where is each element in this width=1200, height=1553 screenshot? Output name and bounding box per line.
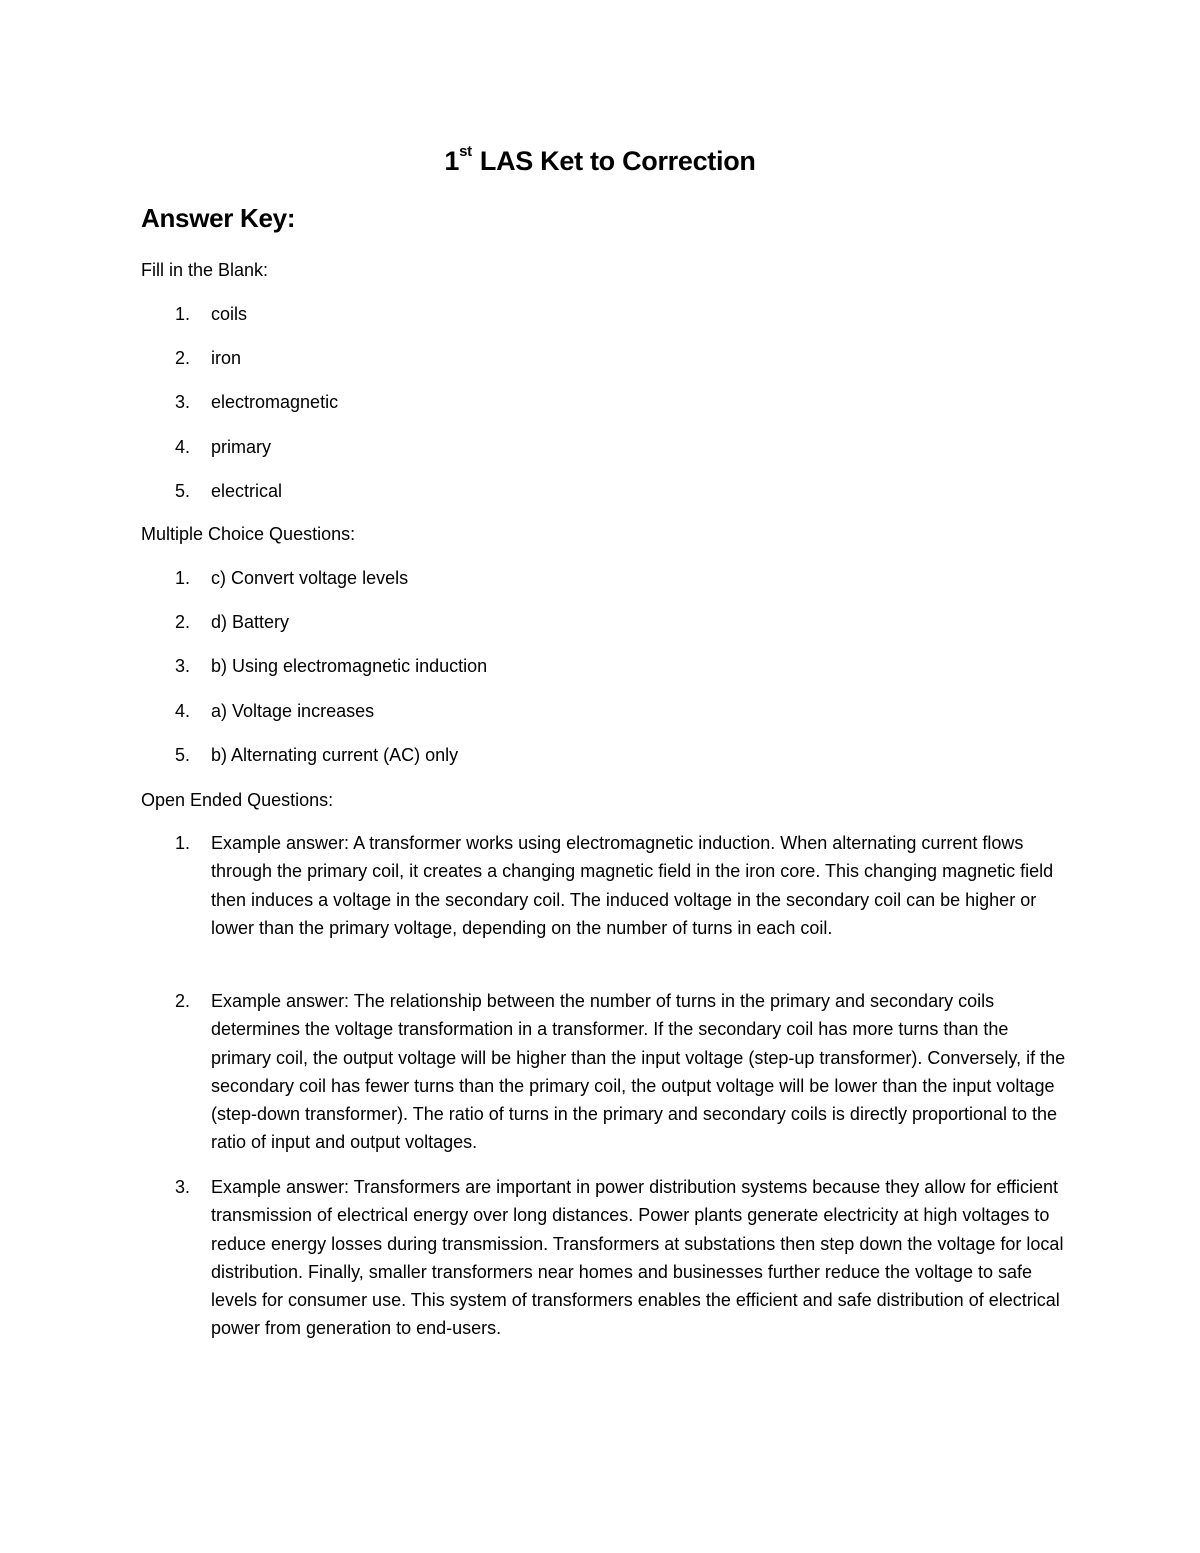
list-item — [0, 477, 1200, 521]
item-text: Example answer: The relationship between the number of turns in the primary and secondary coils determines the voltage transformation in a transformer. If the secondary coil has more turns than the primary coil, the output voltage will be higher than the input voltage (step-up transformer). Conversely, if the secondary coil has fewer turns than the primary coil, the output voltage will be lower than the input voltage (step-down transformer). The ratio of turns in the primary and secondary coils is directly proportional to the ratio of input and output voltages. — [211, 991, 1066, 1153]
open-ended-label: Open Ended Questions: — [141, 790, 334, 810]
list-item — [0, 829, 1200, 987]
list-item — [0, 652, 1200, 696]
item-number: 1. — [175, 568, 191, 588]
title-number: 1 — [444, 146, 460, 176]
item-text: b) Using electromagnetic induction — [211, 656, 488, 677]
item-text: a) Voltage increases — [211, 700, 375, 721]
list-item — [0, 564, 1200, 608]
item-text: b) Alternating current (AC) only — [211, 744, 459, 765]
item-number: 4. — [175, 436, 191, 457]
list-item — [0, 344, 1200, 388]
item-number: 5. — [175, 480, 191, 501]
item-number: 4. — [175, 700, 191, 721]
multiple-choice-list — [0, 564, 1200, 785]
item-text: electrical — [211, 480, 283, 501]
item-number: 3. — [175, 1177, 191, 1197]
item-text: coils — [211, 304, 248, 324]
item-text: primary — [211, 436, 272, 457]
list-item — [0, 388, 1200, 432]
item-text: c) Convert voltage levels — [211, 568, 409, 588]
multiple-choice-label: Multiple Choice Questions: — [141, 524, 356, 544]
fill-in-blank-list — [0, 300, 1200, 521]
document-title — [0, 143, 1200, 179]
list-item — [0, 697, 1200, 741]
item-number: 1. — [175, 304, 191, 324]
list-item — [0, 300, 1200, 344]
title-superscript: st — [459, 143, 472, 160]
open-ended-list — [0, 829, 1200, 1373]
item-text: iron — [211, 348, 242, 369]
item-text: Example answer: A transformer works using electromagnetic induction. When alternating current flows through the primary coil, it creates a changing magnetic field in the iron core. This changing magnetic field then induces a voltage in the secondary coil. The induced voltage in the secondary coil can be higher or lower than the primary voltage, depending on the number of turns in each coil. — [211, 833, 1054, 938]
item-number: 5. — [175, 744, 191, 765]
item-number: 1. — [175, 833, 191, 853]
list-item — [0, 741, 1200, 785]
title-text: LAS Ket to Correction — [479, 146, 756, 176]
fill-in-blank-label: Fill in the Blank: — [141, 260, 269, 280]
item-number: 2. — [175, 991, 191, 1011]
item-text: Example answer: Transformers are important in power distribution systems because they allow for efficient transmission of electrical energy over long distances. Power plants generate electricity at high voltages to reduce energy losses during transmission. Transformers at substations then step down the voltage for local distribution. Finally, smaller transformers near homes and businesses further reduce the voltage to safe levels for consumer use. This system of transformers enables the efficient and safe distribution of electrical power from generation to end-users. — [211, 1177, 1064, 1339]
item-number: 2. — [175, 348, 191, 369]
item-number: 3. — [175, 392, 191, 413]
list-item — [0, 987, 1200, 1173]
list-item — [0, 1173, 1200, 1373]
item-number: 2. — [175, 612, 191, 633]
list-item — [0, 608, 1200, 652]
item-number: 3. — [175, 656, 191, 677]
item-text: electromagnetic — [211, 392, 339, 413]
item-text: d) Battery — [211, 612, 290, 633]
answer-key-heading: Answer Key: — [141, 203, 296, 233]
list-item — [0, 433, 1200, 477]
